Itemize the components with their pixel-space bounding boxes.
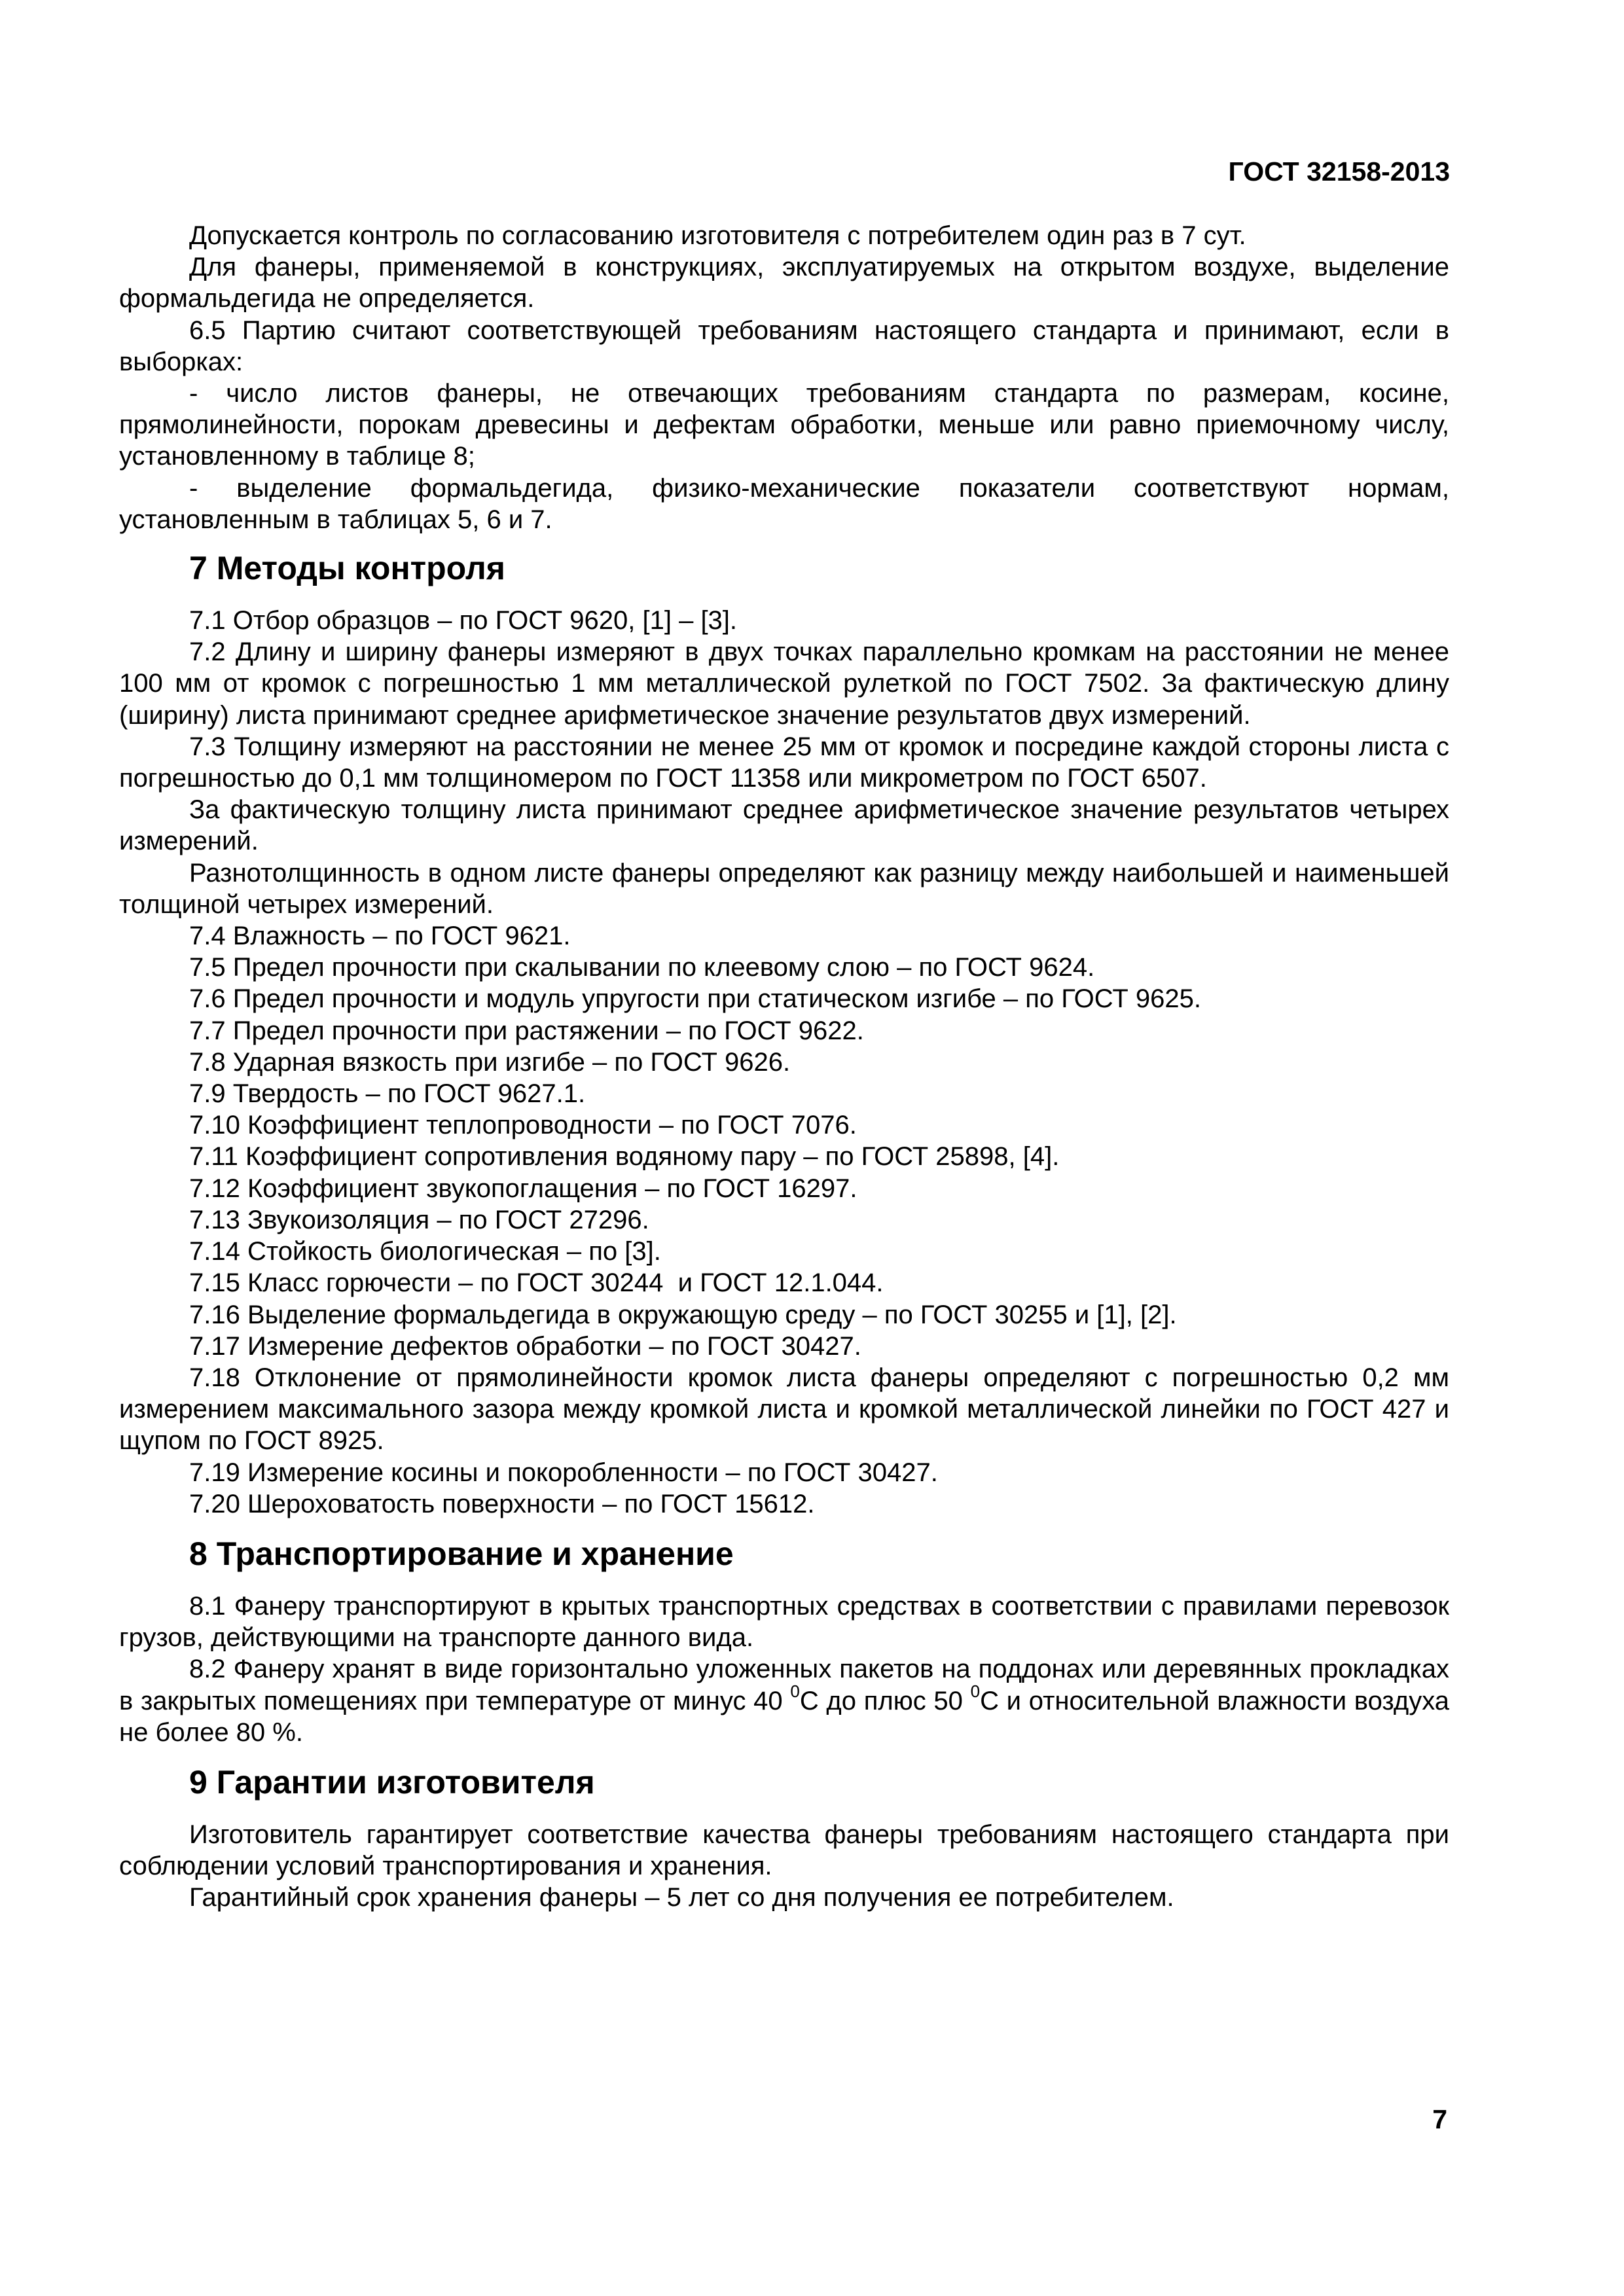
- paragraph-7-13: 7.13 Звукоизоляция – по ГОСТ 27296.: [189, 1205, 649, 1234]
- paragraph-7-3: 7.3 Толщину измеряют на расстоянии не менее 25 мм от кромок и посредине каждой стороны листа с погрешностью до 0,1 мм толщиномером по ГОСТ 11358 или микрометром по ГОСТ 6507.: [119, 732, 1449, 793]
- paragraph-7-6: 7.6 Предел прочности и модуль упругости при статическом изгибе – по ГОСТ 9625.: [189, 984, 1201, 1014]
- paragraph-outdoor-formaldehyde: Для фанеры, применяемой в конструкциях, эксплуатируемых на открытом воздухе, выделение формальдегида не определяется.: [119, 253, 1449, 314]
- paragraph-7-18: 7.18 Отклонение от прямолинейности кромок листа фанеры определяют с погрешностью 0,2 мм измерением максимального зазора между кромкой листа и кромкой металлической линейки по ГОСТ 427 и щупом по ГОСТ 8925.: [119, 1363, 1449, 1456]
- section-heading-7: 7 Методы контроля: [189, 550, 505, 587]
- paragraph-7-4: 7.4 Влажность – по ГОСТ 9621.: [189, 922, 571, 951]
- paragraph-7-8: 7.8 Ударная вязкость при изгибе – по ГОСТ 9626.: [189, 1047, 791, 1077]
- list-item-formaldehyde: - выделение формальдегида, физико-механические показатели соответствуют нормам, установленным в таблицах 5, 6 и 7.: [119, 473, 1449, 534]
- paragraph-7-7: 7.7 Предел прочности при растяжении – по ГОСТ 9622.: [189, 1016, 864, 1045]
- degree-superscript-1: 0: [790, 1681, 800, 1702]
- paragraph-7-9: 7.9 Твердость – по ГОСТ 9627.1.: [189, 1079, 586, 1109]
- page-content: [119, 220, 1449, 1914]
- paragraph-8-2-text-c: С и относительной влажности воздуха не более 80 %.: [119, 1686, 1449, 1747]
- paragraph-7-15: 7.15 Класс горючести – по ГОСТ 30244 и ГОСТ 12.1.044.: [189, 1268, 884, 1298]
- paragraph-7-11: 7.11 Коэффициент сопротивления водяному пару – по ГОСТ 25898, [4].: [189, 1142, 1060, 1172]
- paragraph-8-2: [119, 1653, 1449, 1748]
- paragraph-7-5: 7.5 Предел прочности при скалывании по клеевому слою – по ГОСТ 9624.: [189, 953, 1095, 982]
- paragraph-7-3-thickness-variation: Разнотолщинность в одном листе фанеры определяют как разницу между наибольшей и наименьшей толщиной четырех измерений.: [119, 858, 1449, 919]
- paragraph-7-2: 7.2 Длину и ширину фанеры измеряют в двух точках параллельно кромкам на расстоянии не менее 100 мм от кромок с погрешностью 1 мм металлической рулеткой по ГОСТ 7502. За фактическую длину (ширину) листа принимают среднее арифметическое значение результатов двух измерений.: [119, 637, 1449, 730]
- paragraph-7-19: 7.19 Измерение косины и покоробленности – по ГОСТ 30427.: [189, 1458, 938, 1487]
- page-number: 7: [1432, 2104, 1447, 2134]
- paragraph-9-guarantee: Изготовитель гарантирует соответствие качества фанеры требованиям настоящего стандарта при соблюдении условий транспортирования и хранения.: [119, 1820, 1449, 1881]
- paragraph-7-14: 7.14 Стойкость биологическая – по [3].: [189, 1237, 661, 1266]
- paragraph-7-17: 7.17 Измерение дефектов обработки – по ГОСТ 30427.: [189, 1331, 861, 1361]
- paragraph-7-3-actual-thickness: За фактическую толщину листа принимают среднее арифметическое значение результатов четырех измерений.: [119, 795, 1449, 856]
- paragraph-8-1: 8.1 Фанеру транспортируют в крытых транспортных средствах в соответствии с правилами перевозок грузов, действующими на транспорте данного вида.: [119, 1591, 1449, 1653]
- list-item-defects: - число листов фанеры, не отвечающих требованиям стандарта по размерам, косине, прямолинейности, порокам древесины и дефектам обработки, меньше или равно приемочному числу, установленному в таблице 8;: [119, 379, 1449, 471]
- degree-superscript-2: 0: [970, 1681, 981, 1702]
- paragraph-6-5: 6.5 Партию считают соответствующей требованиям настоящего стандарта и принимают, если в выборках:: [119, 315, 1449, 376]
- paragraph-7-16: 7.16 Выделение формальдегида в окружающую среду – по ГОСТ 30255 и [1], [2].: [189, 1300, 1177, 1329]
- paragraph-7-20: 7.20 Шероховатость поверхности – по ГОСТ 15612.: [189, 1489, 815, 1518]
- paragraph-8-2-text-b: С до плюс 50: [799, 1686, 971, 1715]
- paragraph-9-warranty-period: Гарантийный срок хранения фанеры – 5 лет со дня получения ее потребителем.: [189, 1883, 1174, 1912]
- paragraph-7-10: 7.10 Коэффициент теплопроводности – по ГОСТ 7076.: [189, 1111, 857, 1140]
- paragraph-7-12: 7.12 Коэффициент звукопоглащения – по ГОСТ 16297.: [189, 1174, 857, 1203]
- paragraph-control-frequency: Допускается контроль по согласованию изготовителя с потребителем один раз в 7 сут.: [189, 221, 1246, 250]
- section-heading-8: 8 Транспортирование и хранение: [189, 1535, 734, 1572]
- paragraph-7-1: 7.1 Отбор образцов – по ГОСТ 9620, [1] – [3].: [189, 606, 738, 636]
- paragraph-8-2-text-a: 8.2 Фанеру хранят в виде горизонтально уложенных пакетов на поддонах или деревянных прокладках в закрытых помещениях при температуре от минус 40: [119, 1655, 1449, 1715]
- document-id-header: ГОСТ 32158-2013: [1228, 156, 1450, 187]
- section-heading-9: 9 Гарантии изготовителя: [189, 1763, 595, 1801]
